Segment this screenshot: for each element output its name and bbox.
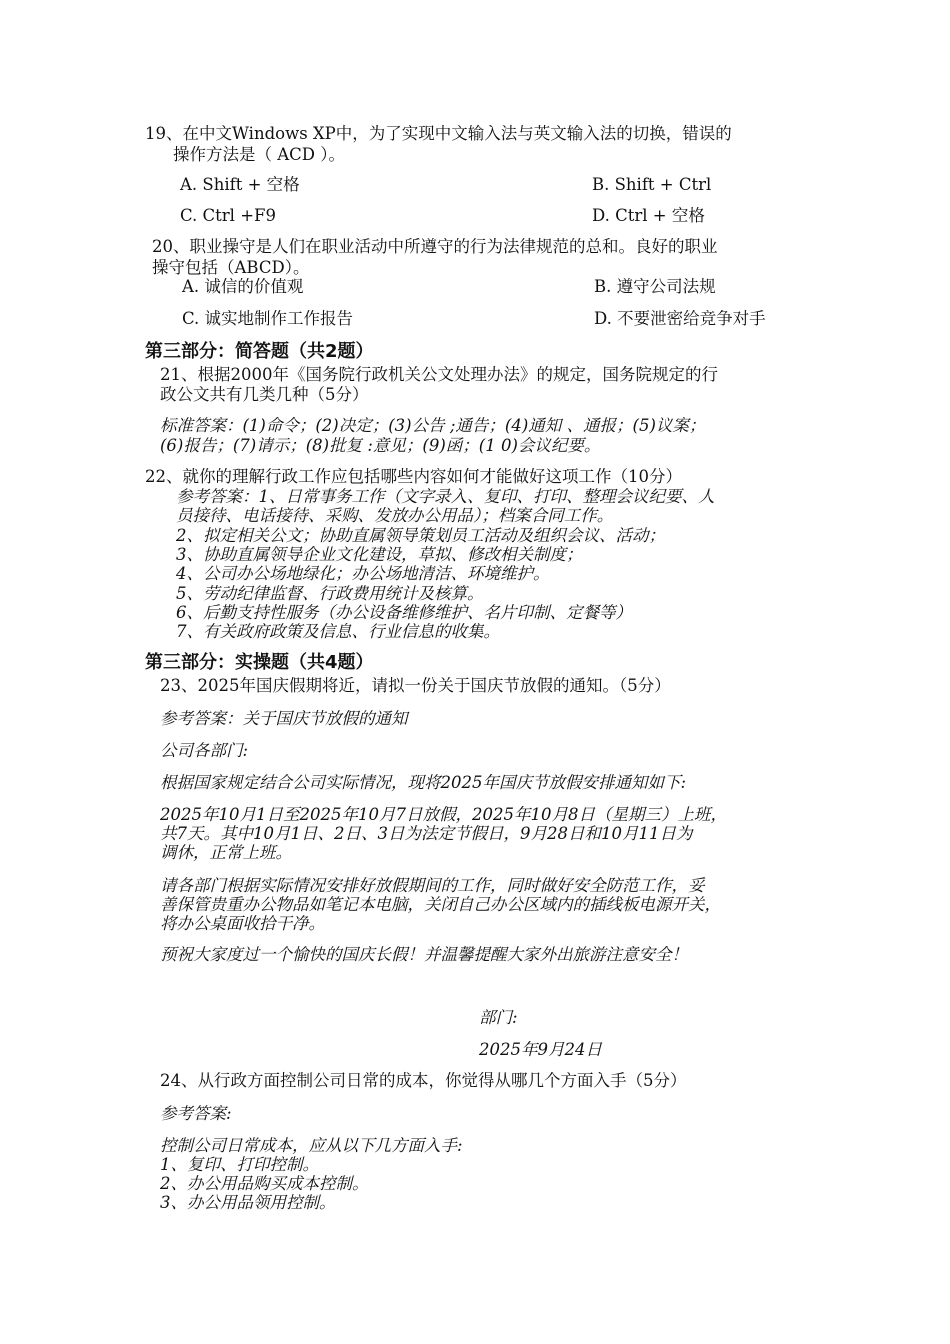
q22-answer-line: 6、后勤支持性服务（办公设备维修维护、名片印制、定餐等） xyxy=(176,603,632,622)
q24-answer-line: 1、复印、打印控制。 xyxy=(160,1155,319,1174)
q23-paragraph-2-line: 调休，正常上班。 xyxy=(160,843,292,862)
q19-line2: 操作方法是（ ACD ）。 xyxy=(173,145,346,164)
q22-answer-line: 4、公司办公场地绿化；办公场地清洁、环境维护。 xyxy=(176,564,550,583)
q21-answer-line2: (6)报告；(7)请示；(8)批复 :意见；(9)函；(1 0)会议纪要。 xyxy=(160,436,601,455)
q20-option-d: D. 不要泄密给竞争对手 xyxy=(594,309,766,328)
q19-option-d: D. Ctrl + 空格 xyxy=(592,206,705,225)
q21-answer-line1: 标准答案：(1)命令；(2)决定；(3)公告 ;通告；(4)通知 、通报；(5)议案； xyxy=(160,416,706,435)
q19-line1: 19、在中文Windows XP中，为了实现中文输入法与英文输入法的切换，错误的 xyxy=(145,124,732,143)
q22-answer-line: 5、劳动纪律监督、行政费用统计及核算。 xyxy=(176,584,484,603)
q19-option-b: B. Shift + Ctrl xyxy=(592,175,712,194)
q24-answer-line: 2、办公用品购买成本控制。 xyxy=(160,1174,369,1193)
q23-paragraph-3-line: 将办公桌面收拾干净。 xyxy=(160,914,325,933)
section-title-practical: 第三部分：实操题（共4题） xyxy=(145,652,374,673)
section-title-short-answer: 第三部分：简答题（共2题） xyxy=(145,341,374,362)
q21-line1: 21、根据2000年《国务院行政机关公文处理办法》的规定，国务院规定的行 xyxy=(160,365,718,384)
q24-answer-line: 控制公司日常成本，应从以下几方面入手: xyxy=(160,1136,463,1155)
q23-paragraph-2-line: 共7天。其中10月1日、2日、3日为法定节假日，9月28日和10月11日为 xyxy=(160,824,693,843)
q19-option-a: A. Shift + 空格 xyxy=(180,175,300,194)
q23-line1: 23、2025年国庆假期将近，请拟一份关于国庆节放假的通知。（5分） xyxy=(160,676,671,695)
q24-line1: 24、从行政方面控制公司日常的成本，你觉得从哪几个方面入手（5分） xyxy=(160,1071,687,1090)
q23-signature-department: 部门: xyxy=(479,1008,518,1027)
q22-answer-line: 参考答案：1、日常事务工作（文字录入、复印、打印、整理会议纪要、人 xyxy=(176,487,715,506)
q23-paragraph-4: 预祝大家度过一个愉快的国庆长假！并温馨提醒大家外出旅游注意安全！ xyxy=(160,945,688,964)
q22-line1: 22、就你的理解行政工作应包括哪些内容如何才能做好这项工作（10分） xyxy=(145,467,682,486)
q20-option-c: C. 诚实地制作工作报告 xyxy=(182,309,354,328)
q24-answer-line: 3、办公用品领用控制。 xyxy=(160,1193,336,1212)
q24-answer-label: 参考答案: xyxy=(160,1104,232,1123)
q20-option-b: B. 遵守公司法规 xyxy=(594,277,716,296)
q23-paragraph-1: 根据国家规定结合公司实际情况，现将2025年国庆节放假安排通知如下: xyxy=(160,773,687,792)
q22-answer-line: 2、拟定相关公文；协助直属领导策划员工活动及组织会议、活动； xyxy=(176,526,665,545)
q23-paragraph-2-line: 2025年10月1日至2025年10月7日放假，2025年10月8日（星期三）上班， xyxy=(160,805,727,824)
q19-option-c: C. Ctrl +F9 xyxy=(180,206,276,225)
q22-answer-line: 7、有关政府政策及信息、行业信息的收集。 xyxy=(176,622,500,641)
q23-signature-date: 2025年9月24日 xyxy=(479,1040,602,1059)
q23-paragraph-3-line: 善保管贵重办公物品如笔记本电脑，关闭自己办公区域内的插线板电源开关， xyxy=(160,895,721,914)
q20-line1: 20、职业操守是人们在职业活动中所遵守的行为法律规范的总和。良好的职业 xyxy=(152,237,718,256)
q20-line2: 操守包括（ABCD）。 xyxy=(152,258,310,277)
q21-line2: 政公文共有几类几种（5分） xyxy=(160,385,369,404)
q23-salutation: 公司各部门: xyxy=(160,741,249,760)
q22-answer-line: 3、协助直属领导企业文化建设，草拟、修改相关制度； xyxy=(176,545,583,564)
q22-answer-line: 员接待、电话接待、采购、发放办公用品）；档案合同工作。 xyxy=(176,506,614,525)
q23-paragraph-3-line: 请各部门根据实际情况安排好放假期间的工作，同时做好安全防范工作，妥 xyxy=(160,876,705,895)
q20-option-a: A. 诚信的价值观 xyxy=(182,277,304,296)
q23-answer-title: 参考答案：关于国庆节放假的通知 xyxy=(160,709,408,728)
